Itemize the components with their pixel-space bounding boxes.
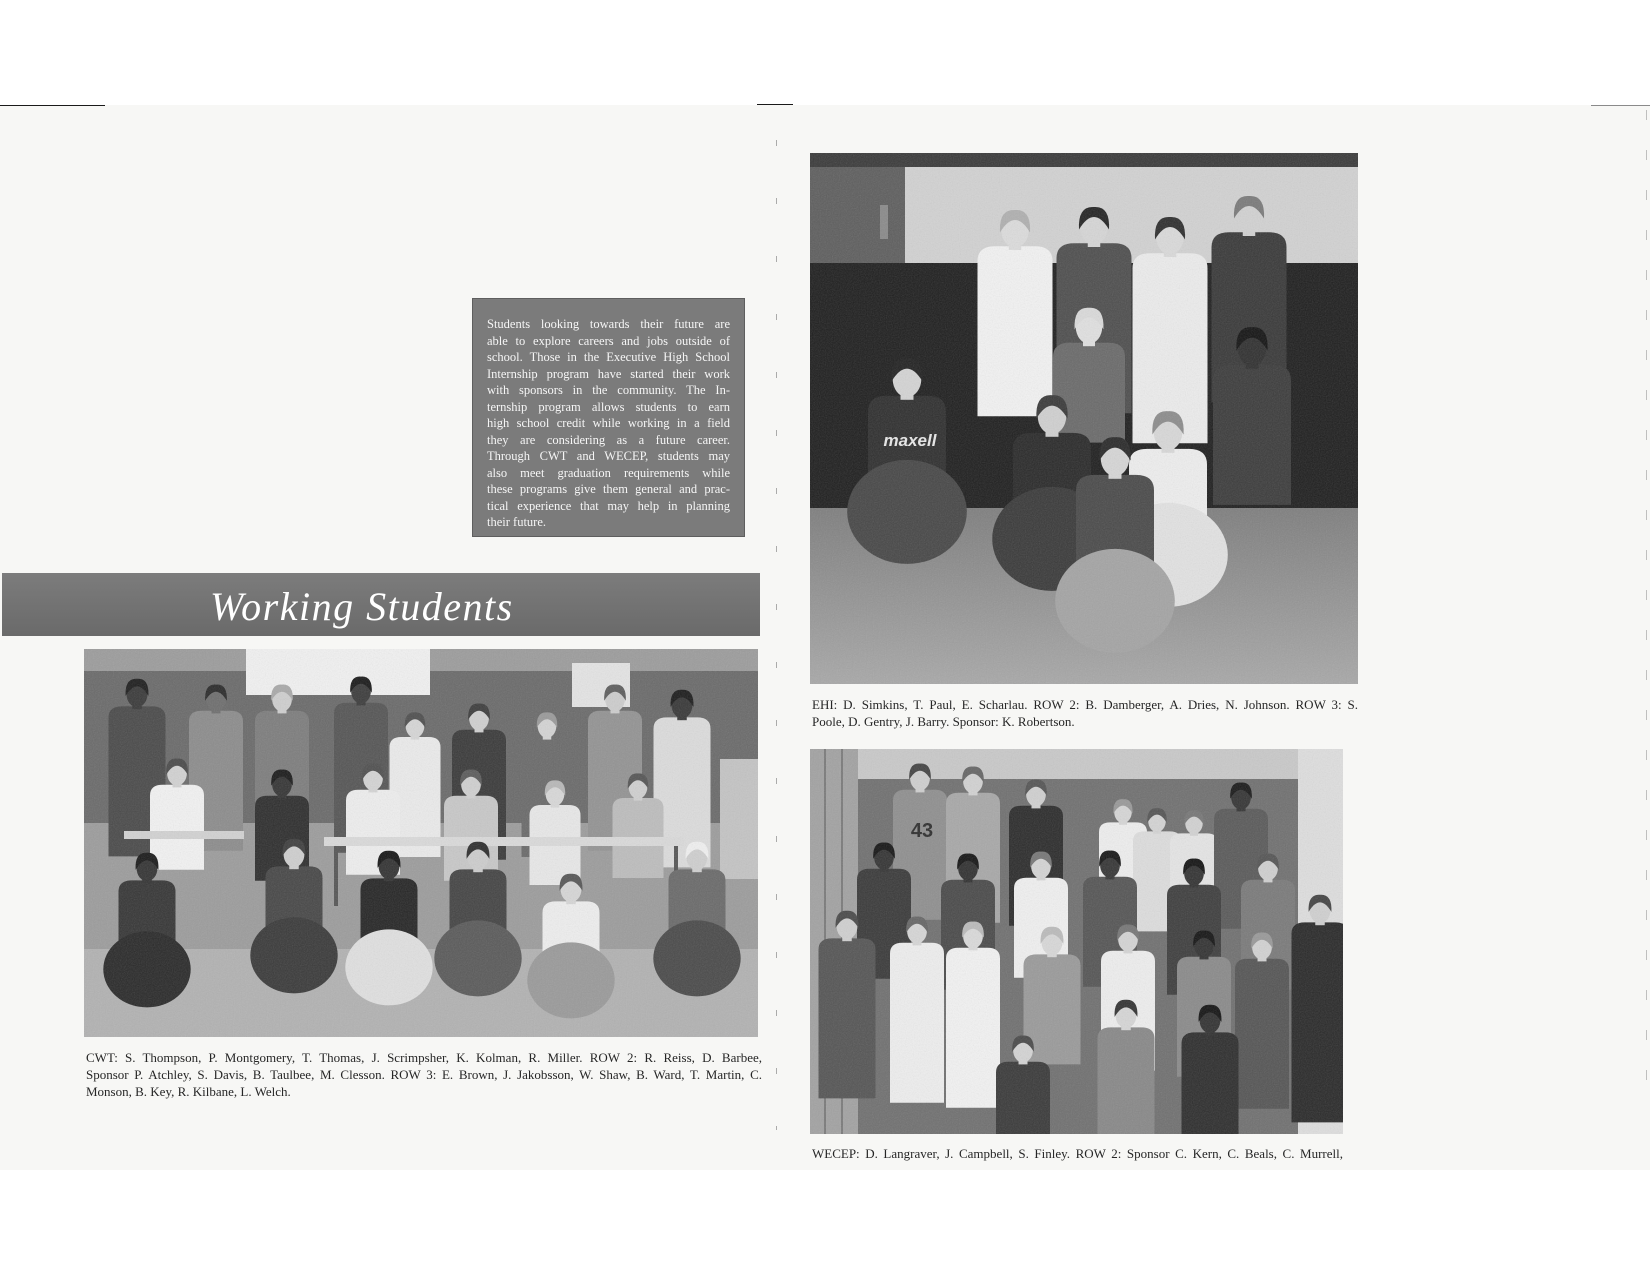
- intro-line: tical experience that may help in planning: [487, 498, 730, 513]
- top-right-edge-line: [1591, 105, 1650, 106]
- page-gutter: [776, 140, 777, 1130]
- intro-text-box: [472, 298, 745, 537]
- wecep-caption: [812, 1146, 1343, 1163]
- intro-line: Internship program have started their work: [487, 366, 730, 381]
- intro-line: able to explore careers and jobs outside of: [487, 333, 730, 348]
- intro-line: also meet graduation requirements while: [487, 465, 730, 480]
- caption-line: Monson, B. Key, R. Kilbane, L. Welch.: [86, 1083, 291, 1099]
- wecep-group-photo: [810, 749, 1343, 1134]
- intro-line: they are considering as a future career.: [487, 432, 730, 447]
- section-banner: [2, 573, 760, 636]
- intro-line: high school credit while working in a field: [487, 416, 730, 430]
- top-center-edge-line: [757, 104, 793, 105]
- intro-line: these programs give them general and prac-: [487, 482, 730, 496]
- ehi-caption: [812, 697, 1358, 731]
- cwt-group-photo: [84, 649, 758, 1037]
- intro-line: school. Those in the Executive High School: [487, 350, 730, 364]
- film-grain: [810, 749, 1343, 1134]
- section-title: Working Students: [210, 584, 514, 629]
- right-page-edge: [1646, 110, 1647, 1110]
- intro-line: with sponsors in the community. The In-: [487, 383, 730, 397]
- cwt-caption: [86, 1050, 762, 1100]
- intro-line: ternship program allows students to earn: [487, 399, 730, 414]
- caption-line: WECEP: D. Langraver, J. Campbell, S. Finley. ROW 2: Sponsor C. Kern, C. Beals, C. Murrell,: [812, 1146, 1343, 1161]
- intro-line: their future.: [487, 515, 547, 529]
- caption-line: Sponsor P. Atchley, S. Davis, B. Taulbee, M. Clesson. ROW 3: E. Brown, J. Jakobsson, W. Shaw, B. Ward, T. Martin, C.: [86, 1066, 762, 1082]
- film-grain: [810, 153, 1358, 684]
- caption-line: CWT: S. Thompson, P. Montgomery, T. Thomas, J. Scrimpsher, K. Kolman, R. Miller. ROW 2: R. Reiss, D. Barbee,: [86, 1050, 762, 1065]
- ehi-group-photo: [810, 153, 1358, 684]
- top-left-edge-line: [0, 105, 105, 106]
- film-grain: [84, 649, 758, 1037]
- intro-line: Through CWT and WECEP, students may: [487, 449, 730, 463]
- intro-line: Students looking towards their future are: [487, 317, 730, 331]
- caption-line: EHI: D. Simkins, T. Paul, E. Scharlau. ROW 2: B. Damberger, A. Dries, N. Johnson. ROW 3: S.: [812, 697, 1358, 712]
- caption-line: Poole, D. Gentry, J. Barry. Sponsor: K. Robertson.: [812, 713, 1075, 729]
